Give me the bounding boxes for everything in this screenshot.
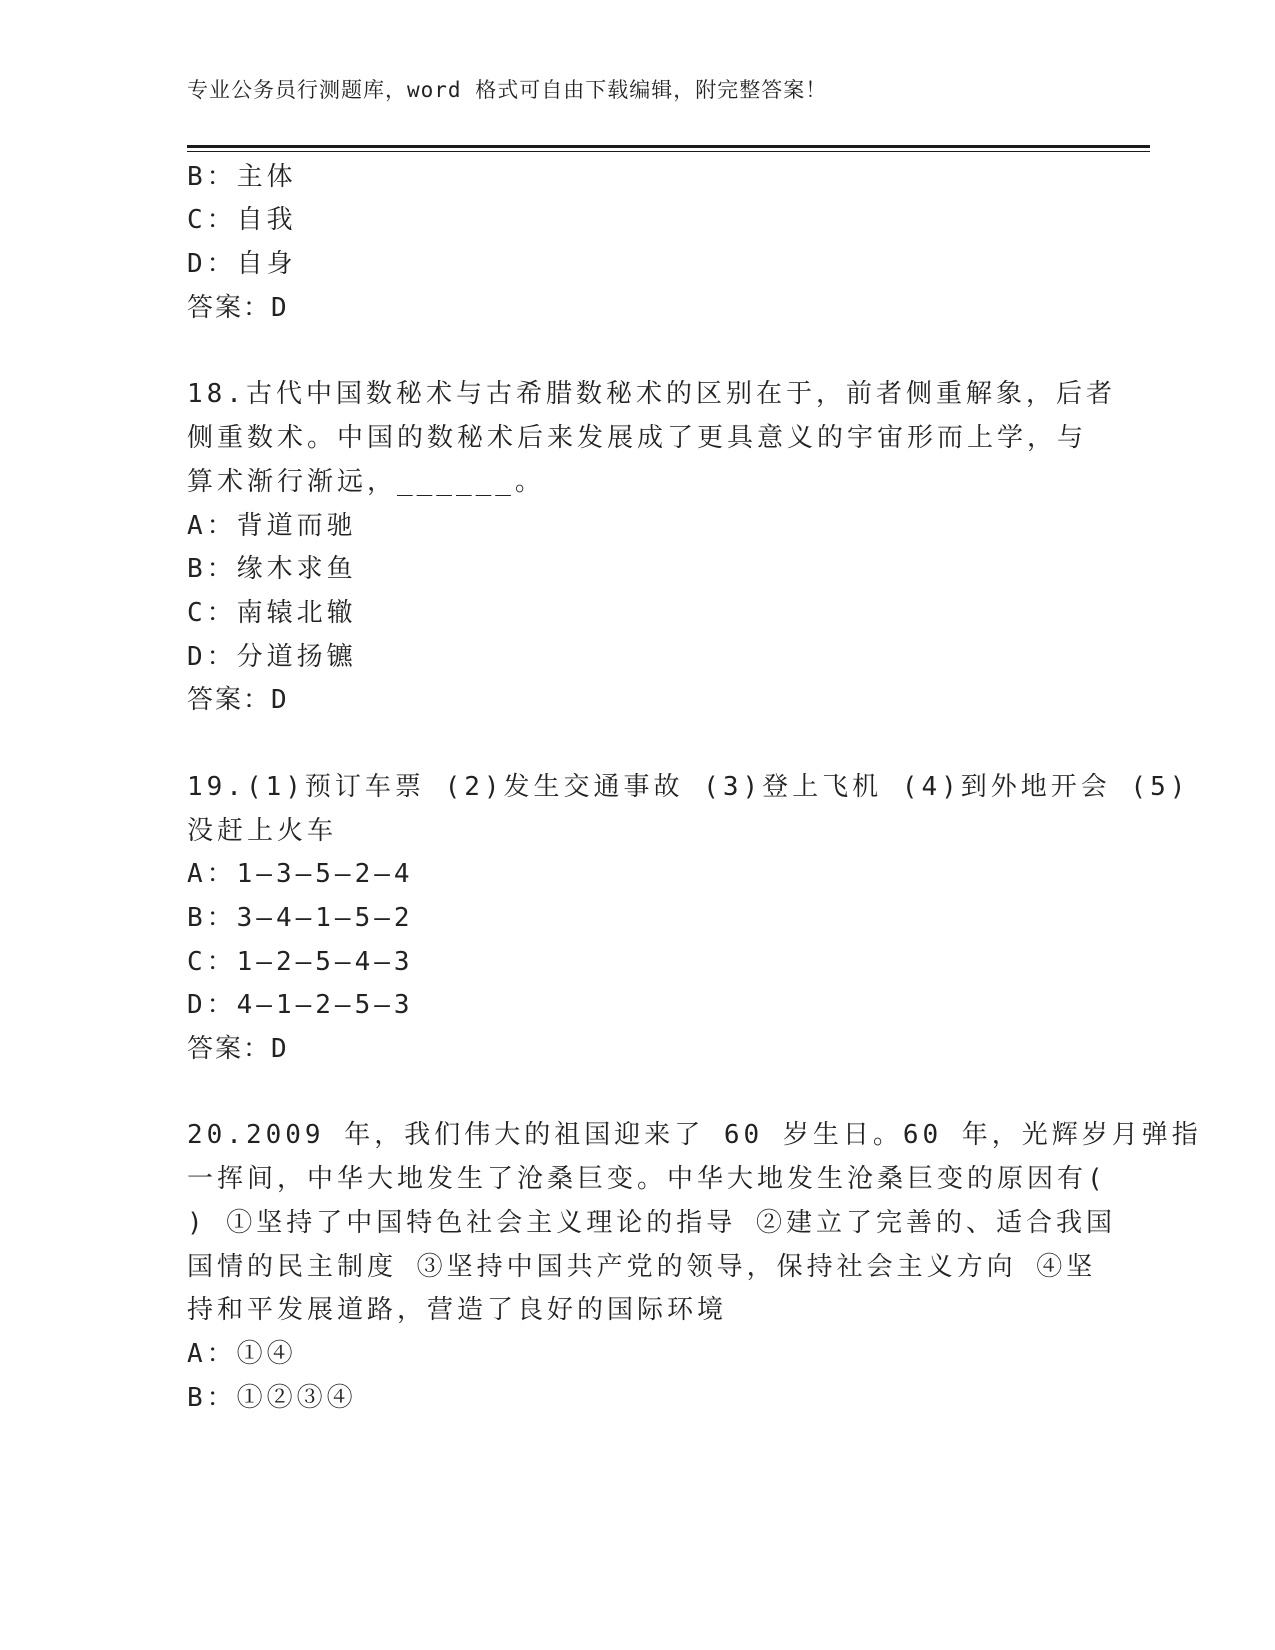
q18-stem-line-3: 算术渐行渐远，______。 xyxy=(187,467,545,497)
q18-answer: 答案：D xyxy=(187,685,289,715)
q20-stem-line-2: 一挥间，中华大地发生了沧桑巨变。中华大地发生沧桑巨变的原因有( xyxy=(187,1164,1107,1194)
q18-option-b: B：缘木求鱼 xyxy=(187,554,357,584)
q17-option-c: C：自我 xyxy=(187,205,297,235)
q18-option-c: C：南辕北辙 xyxy=(187,598,357,628)
header-rule-thin xyxy=(187,151,1150,152)
q20-stem-line-1: 20.2009 年，我们伟大的祖国迎来了 60 岁生日。60 年，光辉岁月弹指 xyxy=(187,1120,1202,1150)
q18-stem-line-2: 侧重数术。中国的数秘术后来发展成了更具意义的宇宙形而上学，与 xyxy=(187,423,1088,453)
q18-option-d: D：分道扬镳 xyxy=(187,642,357,672)
q17-option-b: B：主体 xyxy=(187,162,297,192)
q20-stem-line-3: ) ①坚持了中国特色社会主义理论的指导 ②建立了完善的、适合我国 xyxy=(187,1208,1116,1238)
q20-stem-line-4: 国情的民主制度 ③坚持中国共产党的领导，保持社会主义方向 ④坚 xyxy=(187,1252,1097,1282)
q19-option-d: D：4—1—2—5—3 xyxy=(187,990,414,1020)
header-rule-thick xyxy=(187,145,1150,148)
q19-option-b: B：3—4—1—5—2 xyxy=(187,903,414,933)
q19-stem-line-2: 没赶上火车 xyxy=(187,816,338,846)
q17-answer: 答案：D xyxy=(187,293,289,323)
q20-option-b: B：①②③④ xyxy=(187,1383,357,1413)
q18-option-a: A：背道而驰 xyxy=(187,511,357,541)
q19-option-a: A：1—3—5—2—4 xyxy=(187,859,414,889)
q18-stem-line-1: 18.古代中国数秘术与古希腊数秘术的区别在于，前者侧重解象，后者 xyxy=(187,379,1116,409)
page-header: 专业公务员行测题库，word 格式可自由下载编辑，附完整答案！ xyxy=(187,78,828,102)
q20-stem-line-5: 持和平发展道路，营造了良好的国际环境 xyxy=(187,1295,728,1325)
q19-option-c: C：1—2—5—4—3 xyxy=(187,947,414,977)
q19-answer: 答案：D xyxy=(187,1034,289,1064)
q20-option-a: A：①④ xyxy=(187,1339,297,1369)
q19-stem-line-1: 19.(1)预订车票 (2)发生交通事故 (3)登上飞机 (4)到外地开会 (5) xyxy=(187,772,1190,802)
q17-option-d: D：自身 xyxy=(187,249,297,279)
